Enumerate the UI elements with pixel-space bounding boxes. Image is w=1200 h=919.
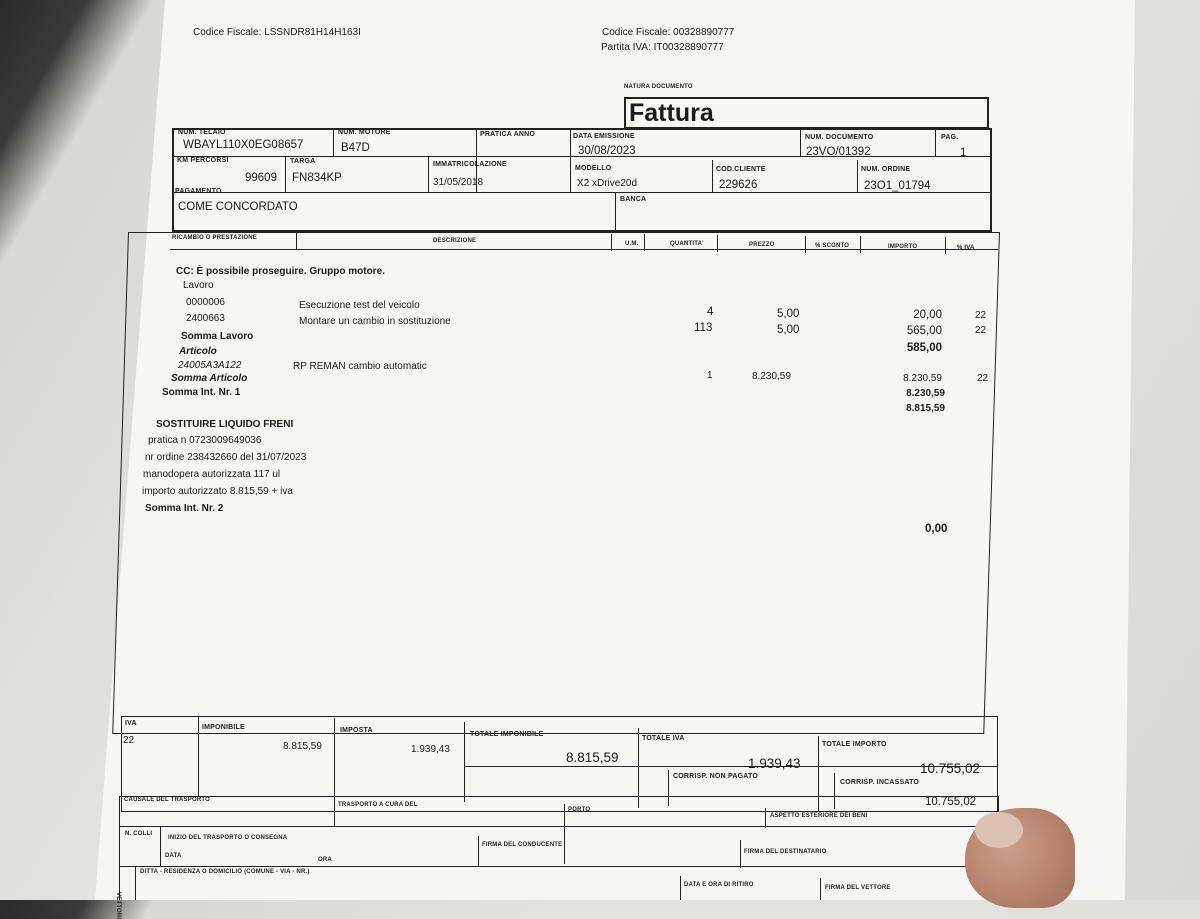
grid-line (615, 192, 616, 232)
pagamento-value: COME CONCORDATO (178, 201, 298, 213)
row-price: 5,00 (777, 308, 800, 320)
pagamento-label: PAGAMENTO (175, 188, 222, 195)
header-um: U.M. (625, 241, 639, 247)
totale-importo-label: TOTALE IMPORTO (822, 741, 887, 748)
modello-label: MODELLO (575, 165, 612, 172)
table-col-line (860, 236, 861, 253)
header-ricambio: RICAMBIO O PRESTAZIONE (172, 235, 257, 241)
header-quantita: QUANTITA' (670, 241, 704, 247)
data-emissione-value: 30/08/2023 (578, 145, 636, 157)
natura-documento-box (624, 97, 989, 129)
note-line: pratica n 0723009649036 (148, 435, 262, 446)
row-code: 24005A3A122 (178, 360, 242, 371)
grid-line (198, 716, 199, 796)
grid-line (334, 718, 335, 798)
aspetto-label: ASPETTO ESTERIORE DEI BENI (770, 813, 868, 819)
motore-value: B47D (341, 142, 370, 154)
banca-label: BANCA (620, 196, 647, 203)
somma-articolo-label: Somma Articolo (171, 373, 248, 384)
grid-line (712, 160, 713, 192)
grid-line (285, 156, 286, 192)
num-ordine-value: 23O1_01794 (864, 180, 931, 192)
totale-importo-value: 10.755,02 (920, 761, 981, 776)
cod-cliente-value: 229626 (719, 179, 758, 191)
grid-line (119, 826, 999, 827)
totale-imponibile-label: TOTALE IMPONIBILE (470, 731, 544, 738)
row-code: 2400663 (186, 313, 225, 324)
km-value: 99609 (245, 172, 277, 184)
telaio-label: NUM. TELAIO (178, 129, 226, 136)
grid-line (740, 840, 741, 868)
row-qty: 113 (694, 322, 713, 334)
somma-int2-amount: 0,00 (925, 523, 948, 535)
grid-line (135, 866, 136, 900)
grid-line (333, 128, 334, 156)
somma-int1-amount: 8.815,59 (906, 403, 945, 414)
table-col-line (296, 232, 297, 249)
note-line: manodopera autorizzata 117 ul (143, 469, 281, 480)
row-iva: 22 (977, 373, 989, 384)
data-ritiro-label: DATA E ORA DI RITIRO (684, 882, 754, 888)
pag-value: 1 (960, 147, 967, 159)
header-iva: % IVA (957, 245, 975, 251)
grid-line (334, 798, 335, 826)
imponibile-value: 8.815,59 (283, 741, 322, 752)
table-col-line (805, 236, 806, 253)
row-amount: 565,00 (906, 325, 942, 337)
num-ordine-label: NUM. ORDINE (861, 166, 911, 173)
causale-label: CAUSALE DEL TRASPORTO (124, 797, 210, 803)
modello-value: X2 xDrive20d (577, 178, 638, 189)
row-description: Montare un cambio in sostituzione (299, 316, 451, 327)
num-documento-label: NUM. DOCUMENTO (805, 134, 874, 141)
sostituire-heading: SOSTITUIRE LIQUIDO FRENI (156, 419, 294, 430)
grid-line (160, 826, 161, 866)
somma-lavoro-label: Somma Lavoro (181, 331, 254, 342)
note-line: nr ordine 238432660 del 31/07/2023 (145, 452, 307, 463)
table-col-line (644, 234, 645, 251)
totale-iva-label: TOTALE IVA (642, 735, 685, 742)
header-descrizione: DESCRIZIONE (433, 238, 477, 244)
data-emissione-label: DATA EMISSIONE (573, 133, 635, 140)
row-iva: 22 (975, 310, 987, 321)
iva-value: 22 (123, 735, 135, 746)
ora-label: ORA (318, 857, 332, 863)
corrisp-incassato-value: 10.755,02 (925, 796, 977, 808)
colli-label: N. COLLI (125, 831, 153, 837)
num-documento-value: 23VO/01392 (806, 146, 871, 158)
row-price: 5,00 (777, 324, 800, 336)
row-description: RP REMAN cambio automatic (293, 361, 427, 372)
somma-articolo-amount: 8.230,59 (906, 388, 945, 399)
items-table (112, 232, 1000, 734)
targa-value: FN834KP (292, 172, 342, 184)
cc-line: CC: È possibile proseguire. Gruppo motore. (176, 266, 385, 277)
imponibile-label: IMPONIBILE (202, 724, 245, 731)
grid-line (935, 128, 936, 156)
targa-label: TARGA (290, 158, 316, 165)
ditta-label: DITTA - RESIDENZA O DOMICILIO (COMUNE - VIA - NR.) (140, 869, 310, 875)
header-sconto: % SCONTO (815, 243, 850, 249)
row-iva: 22 (975, 325, 987, 336)
table-col-line (611, 234, 612, 251)
natura-documento-label: NATURA DOCUMENTO (624, 84, 693, 90)
data-label: DATA (165, 853, 182, 859)
header-importo: IMPORTO (888, 244, 918, 250)
telaio-value: WBAYL110X0EG08657 (183, 139, 304, 151)
grid-line (800, 128, 801, 156)
pag-label: PAG. (941, 134, 959, 141)
grid-line (820, 878, 821, 900)
thumbnail-nail (975, 812, 1023, 848)
totale-imponibile-value: 8.815,59 (566, 750, 619, 765)
partita-iva: Partita IVA: IT00328890777 (601, 42, 724, 53)
header-prezzo: PREZZO (749, 242, 775, 248)
table-header-line (170, 249, 998, 250)
row-description: Esecuzione test del veicolo (299, 300, 420, 311)
imposta-label: IMPOSTA (340, 727, 373, 734)
corrisp-non-pagato-label: CORRISP. NON PAGATO (673, 773, 758, 780)
table-col-line (717, 235, 718, 252)
imposta-value: 1.939,43 (411, 744, 450, 755)
document-type-title: Fattura (629, 99, 714, 127)
totale-iva-value: 1.939,43 (748, 756, 801, 771)
somma-lavoro-amount: 585,00 (906, 342, 942, 354)
grid-line (428, 156, 429, 192)
row-amount: 20,00 (913, 309, 942, 321)
grid-line (570, 128, 571, 192)
firma-conducente-label: FIRMA DEL CONDUCENTE (482, 842, 563, 848)
corrisp-incassato-label: CORRISP. INCASSATO (840, 779, 920, 786)
articolo-heading: Articolo (179, 346, 217, 357)
grid-line (765, 808, 766, 828)
row-price: 8.230,59 (752, 371, 791, 382)
table-col-line (945, 237, 946, 254)
firma-vettore-label: FIRMA DEL VETTORE (825, 885, 891, 891)
pratica-label: PRATICA ANNO (480, 131, 536, 138)
note-line: importo autorizzato 8.815,59 + iva (142, 486, 293, 497)
grid-line (119, 866, 999, 867)
grid-line (857, 160, 858, 192)
grid-line (464, 766, 998, 767)
immatricolazione-label: IMMATRICOLAZIONE (433, 161, 507, 168)
grid-line (478, 836, 479, 866)
grid-line (564, 804, 565, 864)
somma-int1-label: Somma Int. Nr. 1 (162, 387, 241, 398)
vettori-label: VETTORI (115, 892, 121, 919)
codice-fiscale-left: Codice Fiscale: LSSNDR81H14H163I (193, 27, 361, 38)
cod-cliente-label: COD.CLIENTE (716, 166, 766, 173)
immatricolazione-value: 31/05/2018 (433, 177, 484, 188)
km-label: KM PERCORSI (177, 157, 229, 164)
grid-line (680, 876, 681, 900)
iva-label: IVA (125, 720, 137, 727)
inizio-label: INIZIO DEL TRASPORTO O CONSEGNA (168, 835, 288, 841)
trasporto-cura-label: TRASPORTO A CURA DEL (338, 802, 418, 808)
row-amount: 8.230,59 (903, 373, 942, 384)
somma-int2-label: Somma Int. Nr. 2 (145, 503, 224, 514)
motore-label: NUM. MOTORE (338, 129, 391, 136)
codice-fiscale-right: Codice Fiscale: 00328890777 (602, 27, 735, 38)
row-qty: 4 (707, 306, 714, 318)
firma-destinatario-label: FIRMA DEL DESTINATARIO (744, 849, 827, 855)
grid-line (172, 192, 992, 193)
lavoro-heading: Lavoro (183, 280, 214, 291)
row-code: 0000006 (186, 297, 225, 308)
porto-label: PORTO (568, 807, 591, 813)
row-qty: 1 (707, 370, 713, 381)
grid-line (464, 722, 465, 802)
